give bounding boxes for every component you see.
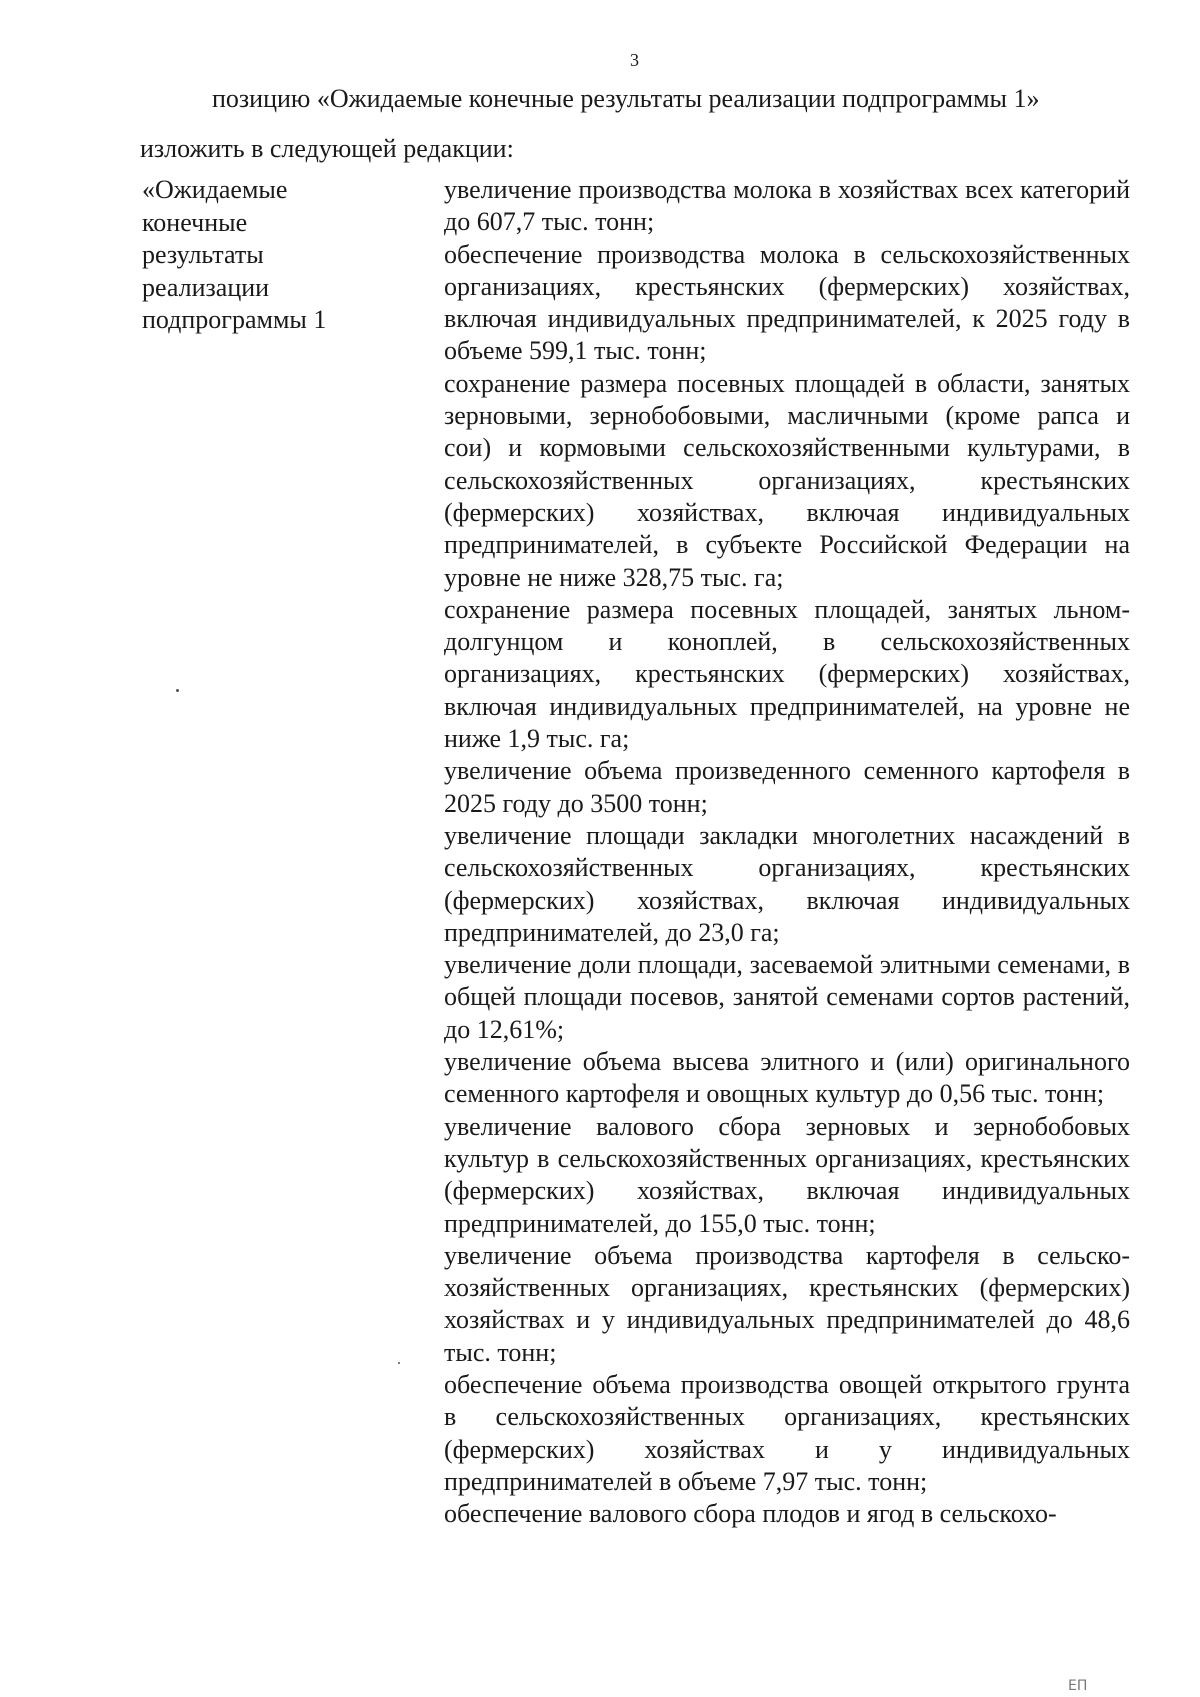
result-item: увеличение объема высева элитного и (или) оригинального семенного картофеля и овощных культур до 0,56 тыс. тонн; xyxy=(444,1047,1130,1109)
position-title-line: конечные xyxy=(142,207,248,237)
result-item: увеличение объема производства картофеля в сельскохозяйственных организациях, крестьянских (фермерских) хозяйствах и у индивидуальных предпринимателей до 48,6 тыс. тонн; xyxy=(444,1240,1130,1367)
position-title-line: результаты xyxy=(142,240,264,269)
expected-results-list xyxy=(444,174,1130,1530)
corner-mark: ЕП xyxy=(1068,1678,1088,1694)
result-item: увеличение производства молока в хозяйствах всех категорий до 607,7 тыс. тонн; xyxy=(444,175,1130,237)
intro-line-2: изложить в следующей редакции: xyxy=(140,134,514,163)
result-item: увеличение валового сбора зерновых и зернобобовых культур в сельскохозяйственных организациях, крестьянских (фермерских) хозяйствах, включая индивидуальных предпринимателей, до 155,0 тыс. тонн; xyxy=(444,1111,1130,1238)
result-item: обеспечение объема производства овощей открытого грунта в сельскохозяйственных организациях, крестьянских (фермерских) хозяйствах и у индивидуальных предпринимателей в объеме 7,97 тыс. тонн; xyxy=(444,1369,1130,1496)
position-title-line: «Ожидаемые xyxy=(142,175,288,204)
position-title-cell xyxy=(142,174,412,337)
page-number: 3 xyxy=(630,50,639,70)
result-item: увеличение объема произведенного семенного картофеля в 2025 году до 3500 тонн; xyxy=(444,756,1130,818)
position-title-line: подпрограммы 1 xyxy=(142,305,327,334)
result-item: увеличение площади закладки многолетних насаждений в сельскохозяйственных организациях, крестьянских (фермерских) хозяйствах, включая индивидуальных предпринимателей, до 23,0 га; xyxy=(444,820,1130,947)
scan-speck xyxy=(398,1362,400,1364)
result-item: сохранение размера посевных площадей в области, занятых зерновыми, зернобобовыми, масличными (кроме рапса и сои) и кормовыми сельскохозяйственными культурами, в сельскохозяйственных организациях, крестьянских (фермерских) хозяйствах, включая индивидуальных предпринимателей, в субъекте Российской Федерации на уровне не ниже 328,75 тыс. га; xyxy=(444,368,1130,592)
intro-paragraph xyxy=(140,74,1140,174)
result-item: сохранение размера посевных площадей, занятых льном-долгунцом и коноплей, в сельскохозяйственных организациях, крестьянских (фермерских) хозяйствах, включая индивидуальных предпринимателей, на уровне не ниже 1,9 тыс. га; xyxy=(444,594,1130,754)
result-item: увеличение доли площади, засеваемой элитными семенами, в общей площади посевов, занятой семенами сортов растений, до 12,61%; xyxy=(444,950,1130,1044)
intro-line-1: позицию «Ожидаемые конечные результаты реализации подпрограммы 1» xyxy=(212,84,1040,113)
position-title-line: реализации xyxy=(142,272,270,302)
result-item: обеспечение производства молока в сельскохозяйственных организациях, крестьянских (фермерских) хозяйствах, включая индивидуальных предпринимателей, к 2025 году в объеме 599,1 тыс. тонн; xyxy=(444,239,1130,366)
scan-speck xyxy=(176,689,179,692)
result-item: обеспечение валового сбора плодов и ягод в сельскохо- xyxy=(444,1499,1057,1529)
